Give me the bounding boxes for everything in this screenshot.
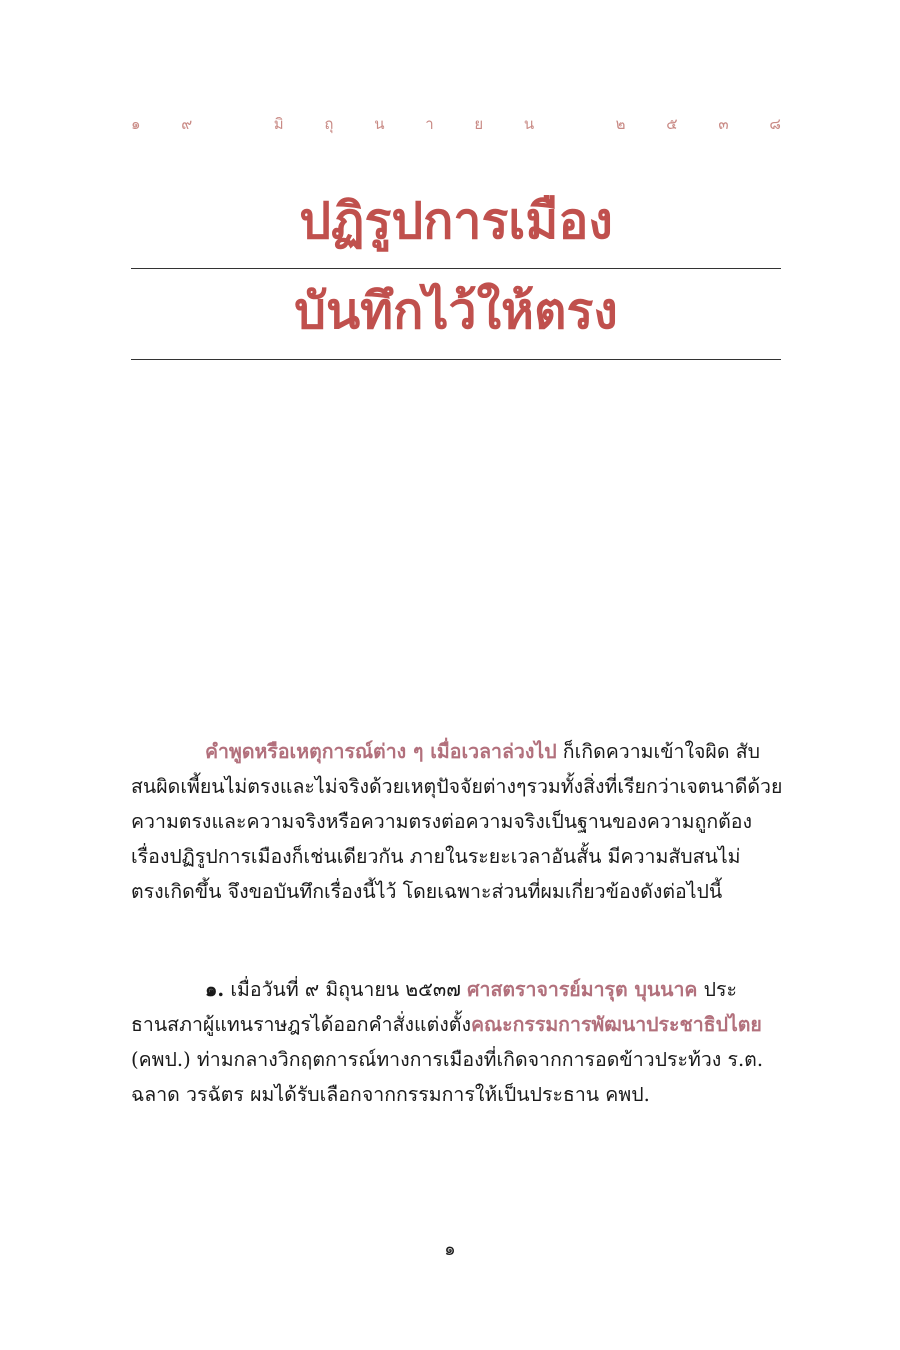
paragraph-line — [131, 734, 781, 769]
title-divider-bottom — [131, 359, 781, 360]
paragraph-line: เรื่องปฏิรูปการเมืองก็เช่นเดียวกัน ภายในระยะเวลาอันสั้น มีความสับสนไม่ — [131, 845, 741, 868]
date-char: ๙ — [181, 115, 193, 133]
date-header — [131, 112, 781, 136]
date-char: ๕ — [666, 115, 678, 133]
date-char: มิ — [273, 115, 284, 133]
text-span: ประ — [697, 978, 738, 1001]
paragraph-intro — [131, 734, 781, 909]
item-number: ๑. — [205, 978, 225, 1001]
paragraph-line: ตรงเกิดขึ้น จึงขอบันทึกเรื่องนี้ไว้ โดยเฉพาะส่วนที่ผมเกี่ยวข้องดังต่อไปนี้ — [131, 880, 723, 903]
paragraph-item-1 — [131, 972, 781, 1112]
paragraph-line: สนผิดเพี้ยนไม่ตรงและไม่จริงด้วยเหตุปัจจัยต่างๆรวมทั้งสิ่งที่เรียกว่าเจตนาดีด้วย — [131, 775, 783, 798]
text-span: ธานสภาผู้แทนราษฎรได้ออกคำสั่งแต่งตั้ง — [131, 1013, 471, 1036]
paragraph-line: ฉลาด วรฉัตร ผมได้รับเลือกจากกรรมการให้เป็นประธาน คพป. — [131, 1083, 650, 1106]
date-char: ๘ — [769, 115, 781, 133]
date-char: ถุ — [324, 115, 334, 133]
title-divider-top — [131, 268, 781, 269]
highlighted-name: ศาสตราจารย์มารุต บุนนาค — [467, 978, 698, 1001]
date-char: ๒ — [615, 115, 626, 133]
date-char: ๑ — [131, 115, 141, 133]
highlighted-committee: คณะกรรมการพัฒนาประชาธิปไตย — [470, 1013, 762, 1036]
date-char: า — [425, 115, 434, 133]
date-char: ๓ — [718, 115, 729, 133]
paragraph-line — [131, 972, 781, 1007]
paragraph-line — [131, 1007, 781, 1042]
page-title-line-1: ปฏิรูปการเมือง — [299, 191, 613, 250]
page-number: ๑ — [444, 1239, 456, 1260]
paragraph-line: ความตรงและความจริงหรือความตรงต่อความจริงเป็นฐานของความถูกต้อง — [131, 810, 753, 833]
paragraph-line: (คพป.) ท่ามกลางวิกฤตการณ์ทางการเมืองที่เกิดจากการอดข้าวประท้วง ร.ต. — [131, 1048, 764, 1071]
date-char: น — [523, 115, 535, 133]
date-char: ย — [474, 115, 484, 133]
text-span: เมื่อวันที่ ๙ มิถุนายน ๒๕๓๗ — [224, 978, 468, 1001]
highlighted-phrase: คำพูดหรือเหตุการณ์ต่าง ๆ เมื่อเวลาล่วงไป — [205, 740, 557, 763]
date-char: น — [374, 115, 385, 133]
text-span: ก็เกิดความเข้าใจผิด สับ — [556, 740, 760, 763]
page-title-line-2: บันทึกไว้ให้ตรง — [294, 281, 618, 340]
